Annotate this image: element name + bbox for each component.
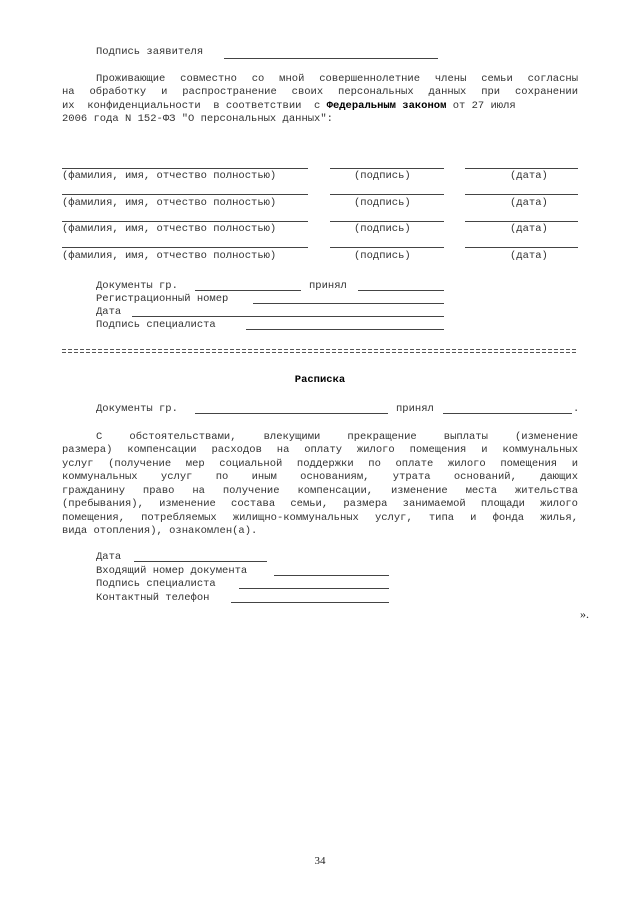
contact-phone-label: Контактный телефон [96,592,210,604]
name-caption: (фамилия, имя, отчество полностью) [62,170,277,182]
receipt-para-line: услуг (получение мер социальной поддержки по оплате жилого помещения и [62,458,578,470]
date-caption: (дата) [510,170,548,182]
signature-caption: (подпись) [354,223,411,235]
signature-field-line[interactable] [330,221,444,222]
name-caption: (фамилия, имя, отчество полностью) [62,250,277,262]
signature-caption: (подпись) [354,250,411,262]
name-field-line[interactable] [62,221,308,222]
signature-field-line[interactable] [330,168,444,169]
applicant-signature-line[interactable] [224,58,438,59]
page-number: 34 [314,855,326,867]
incoming-number-line[interactable] [274,575,389,576]
reg-number-label: Регистрационный номер [96,293,229,305]
receipt-dot: . [573,403,580,415]
consent-line-1: Проживающие совместно со мной совершеннолетние члены семьи согласны [96,73,578,85]
receipt-para-line: вида отопления), ознакомлен(а). [62,525,258,537]
name-caption: (фамилия, имя, отчество полностью) [62,197,277,209]
closing-quote: ». [580,607,589,621]
name-field-line[interactable] [62,194,308,195]
signature-field-line[interactable] [330,247,444,248]
intake-citizen-name-line[interactable] [195,290,301,291]
receipt-para-line: гражданину право на получение компенсации, изменение места жительства [62,485,578,497]
consent-line-3-start: их конфиденциальности в соответствии с [62,100,327,112]
signature-field-line[interactable] [330,194,444,195]
receipt-specialist-line[interactable] [239,588,389,589]
reg-number-line[interactable] [253,303,444,304]
consent-line-3 [62,100,516,113]
receipt-para-line: размера) компенсации расходов на оплату жилого помещения и коммунальных [62,444,578,456]
date-caption: (дата) [510,197,548,209]
intake-date-line[interactable] [132,316,444,317]
date-field-line[interactable] [465,168,578,169]
date-field-line[interactable] [465,194,578,195]
intake-docs-label: Документы гр. [96,280,178,292]
date-caption: (дата) [510,250,548,262]
receipt-specialist-label: Подпись специалиста [96,578,216,590]
name-field-line[interactable] [62,168,308,169]
intake-accepted-label: принял [309,280,347,292]
receipt-title: Расписка [294,374,346,386]
intake-specialist-label: Подпись специалиста [96,319,216,331]
applicant-signature-label: Подпись заявителя [96,46,204,58]
receipt-para-line: коммунальных услуг по иным основаниям, утрата оснований, дающих [62,471,578,483]
intake-specialist-line[interactable] [246,329,444,330]
receipt-docs-label: Документы гр. [96,403,178,415]
receipt-date-label: Дата [96,551,122,563]
receipt-para-line: помещения, потребляемых жилищно-коммунальных услуг, типа и фонда жилья, [62,512,578,524]
signature-caption: (подпись) [354,197,411,209]
date-field-line[interactable] [465,221,578,222]
consent-line-2: на обработку и распространение своих персональных данных при сохранении [62,86,578,98]
contact-phone-line[interactable] [231,602,389,603]
consent-line-3-end: от 27 июля [446,100,516,112]
name-caption: (фамилия, имя, отчество полностью) [62,223,277,235]
receipt-accepted-label: принял [396,403,434,415]
cut-separator [62,349,578,355]
name-field-line[interactable] [62,247,308,248]
date-caption: (дата) [510,223,548,235]
intake-date-label: Дата [96,306,122,318]
signature-caption: (подпись) [354,170,411,182]
receipt-para-line: С обстоятельствами, влекущими прекращение выплаты (изменение [96,431,578,443]
receipt-date-line[interactable] [134,561,267,562]
receipt-accepted-by-line[interactable] [443,413,572,414]
receipt-para-line: (пребывания), изменение состава семьи, размера занимаемой площади жилого [62,498,578,510]
date-field-line[interactable] [465,247,578,248]
receipt-citizen-name-line[interactable] [195,413,388,414]
incoming-number-label: Входящий номер документа [96,565,248,577]
federal-law-link[interactable]: Федеральным законом [326,100,447,112]
intake-accepted-by-line[interactable] [358,290,444,291]
consent-line-4: 2006 года N 152-ФЗ "О персональных данных": [62,113,333,125]
